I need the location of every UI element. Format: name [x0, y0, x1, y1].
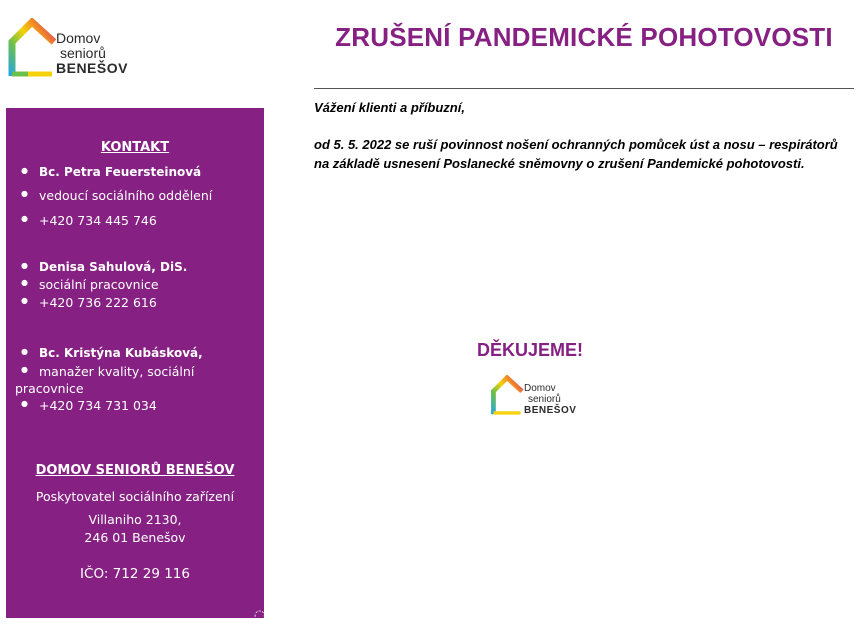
message-text: od 5. 5. 2022 se ruší povinnost nošení ochranných pomůcek úst a nosu – respirátorů na základě usnesení Poslanecké sněmovny o zrušení Pandemické pohotovosti.	[314, 137, 838, 171]
thanks-text: DĚKUJEME!	[476, 340, 583, 360]
contact-role: ● manažer kvality, sociální	[39, 364, 194, 379]
contact-phone[interactable]: ● +420 734 731 034	[39, 398, 157, 413]
contact-role-cont: pracovnice	[15, 381, 84, 396]
ico-number: IČO: 712 29 116	[80, 566, 190, 582]
drag-handle-icon: ◌	[254, 608, 266, 623]
contact-name: ● Bc. Kristýna Kubásková,	[39, 346, 203, 360]
org-heading: DOMOV SENIORŮ BENEŠOV	[35, 463, 235, 478]
contact-phone[interactable]: ● +420 736 222 616	[39, 295, 157, 310]
contact-role: ● sociální pracovnice	[39, 277, 159, 292]
house-logo-icon	[8, 18, 56, 80]
contact-name: ● Bc. Petra Feuersteinová	[39, 165, 201, 179]
contact-heading: KONTAKT	[100, 140, 170, 155]
house-logo-icon	[490, 375, 524, 417]
address-line-1: Villaniho 2130,	[88, 512, 182, 527]
contact-role: ● vedoucí sociálního oddělení	[39, 188, 212, 203]
page-title: ZRUŠENÍ PANDEMICKÉ POHOTOVOSTI	[335, 22, 833, 52]
logo-text: Domov seniorů BENEŠOV	[524, 383, 577, 416]
org-description: Poskytovatel sociálního zařízení	[35, 489, 235, 504]
contact-name: ● Denisa Sahulová, DiS.	[39, 260, 187, 274]
contact-sidebar	[6, 108, 266, 623]
footer-logo	[490, 375, 590, 420]
address-line-2: 246 01 Benešov	[84, 530, 186, 545]
logo-text: Domov seniorů BENEŠOV	[56, 30, 128, 76]
greeting-text: Vážení klienti a příbuzní,	[314, 100, 465, 115]
title-divider	[314, 88, 854, 89]
contact-phone[interactable]: ● +420 734 445 746	[39, 213, 157, 228]
logo	[8, 18, 148, 82]
